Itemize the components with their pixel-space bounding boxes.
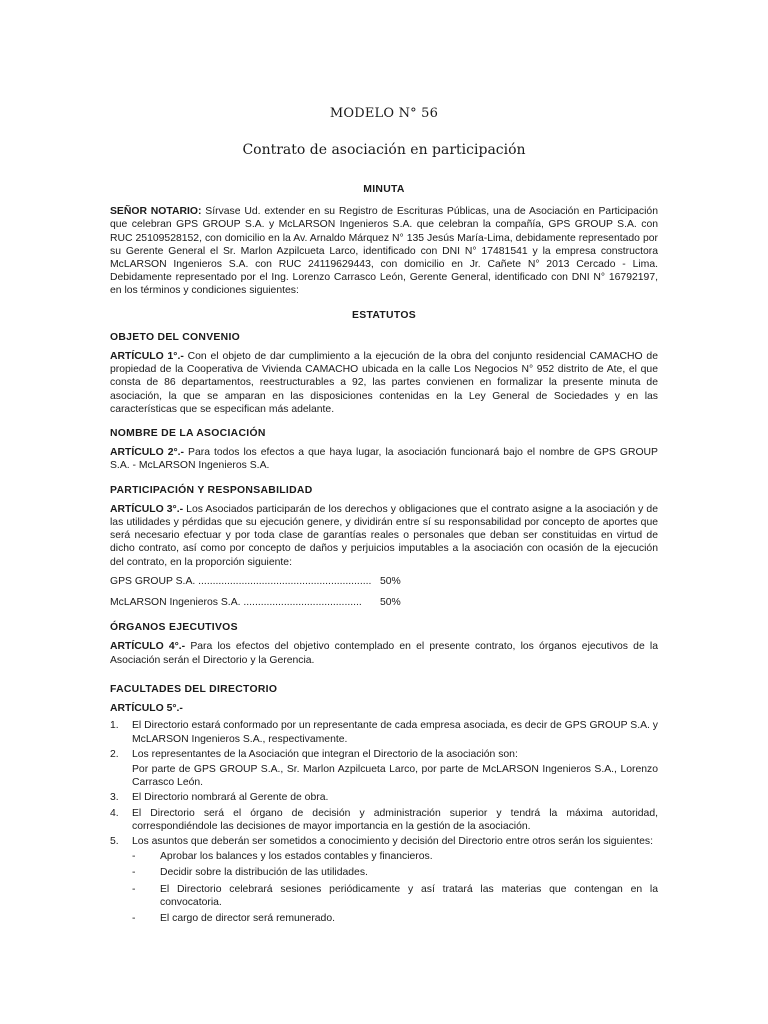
list-item-number: 4.: [110, 807, 119, 819]
section-heading-objeto: OBJETO DEL CONVENIO: [110, 331, 241, 343]
article-1: [110, 350, 658, 416]
bullet-mark: -: [132, 912, 136, 924]
article-2: [110, 446, 658, 472]
list-item: [110, 835, 658, 848]
list-item: [110, 791, 658, 804]
share-percent: 50%: [380, 597, 401, 609]
list-item: [110, 807, 658, 833]
article-3-lead: ARTÍCULO 3°.-: [110, 503, 184, 515]
document-body: [110, 183, 658, 928]
bullet-item: [132, 883, 658, 909]
share-row: [110, 596, 658, 609]
bullet-mark: -: [132, 867, 136, 879]
article-3-text: Los Asociados participarán de los derechos y obligaciones que el contrato asigne a la asociación y de las utilidades y pérdidas que su ejecución genere, y dividirán entre sí su responsabilidad por concepto de aportes que será necesario efectuar y por toda clase de garantías reales o personales que deban ser constituidas en virtud de dicho contrato, así como por concepto de daños y perjuicios imputables a la asociación con ocasión de la ejecución del contrato, en la proporción siguiente:: [110, 503, 658, 568]
minuta-paragraph: [110, 205, 658, 297]
list-item-text: Los asuntos que deberán ser sometidos a conocimiento y decisión del Directorio entre otros serán los siguientes:: [132, 835, 653, 847]
share-name: McLARSON Ingenieros S.A. .........................................: [110, 597, 362, 609]
section-heading-participacion: PARTICIPACIÓN Y RESPONSABILIDAD: [110, 484, 313, 496]
article-5-list: [110, 719, 658, 925]
list-item-text: El Directorio nombrará al Gerente de obra.: [132, 792, 329, 804]
list-item-number: 3.: [110, 792, 119, 804]
article-1-lead: ARTÍCULO 1°.-: [110, 351, 184, 363]
list-item-subtext: Por parte de GPS GROUP S.A., Sr. Marlon Azpilcueta Larco, por parte de McLARSON Ingenieros S.A., Lorenzo Carrasco León.: [132, 763, 658, 789]
bullet-text: El Directorio celebrará sesiones periódicamente y así tratará las materias que contengan en la convocatoria.: [160, 883, 658, 908]
bullet-text: Decidir sobre la distribución de las utilidades.: [160, 867, 368, 879]
bullet-list: [132, 850, 658, 925]
bullet-mark: -: [132, 883, 136, 895]
bullet-text: El cargo de director será remunerado.: [160, 912, 335, 924]
section-heading-facultades: FACULTADES DEL DIRECTORIO: [110, 683, 278, 695]
estatutos-heading: ESTATUTOS: [352, 309, 416, 321]
share-percent: 50%: [380, 575, 401, 587]
share-row: [110, 575, 658, 588]
minuta-heading: MINUTA: [363, 184, 405, 195]
article-2-text: Para todos los efectos a que haya lugar, la asociación funcionará bajo el nombre de GPS GROUP S.A. - McLARSON Ingenieros S.A.: [110, 447, 658, 472]
list-item-number: 5.: [110, 835, 119, 847]
list-item-text: El Directorio estará conformado por un representante de cada empresa asociada, es decir de GPS GROUP S.A. y McLARSON Ingenieros S.A., respectivamente.: [132, 720, 658, 745]
bullet-text: Aprobar los balances y los estados contables y financieros.: [160, 851, 433, 863]
article-4-lead: ARTÍCULO 4°.-: [110, 641, 186, 653]
list-item-number: 1.: [110, 720, 119, 732]
model-number-title: MODELO N° 56: [329, 106, 439, 121]
article-5-lead: ARTÍCULO 5°.-: [110, 703, 183, 715]
bullet-item: [132, 866, 658, 879]
list-item-text: El Directorio será el órgano de decisión y administración superior y tendrá la máxima autoridad, correspondiéndole las decisiones de mayor importancia en la gestión de la asociación.: [132, 807, 658, 832]
bullet-item: [132, 850, 658, 863]
list-item-number: 2.: [110, 748, 119, 760]
list-item-text: Los representantes de la Asociación que integran el Directorio de la asociación son:: [132, 748, 518, 760]
minuta-lead: SEÑOR NOTARIO:: [110, 206, 202, 218]
share-name: GPS GROUP S.A. ............................................................: [110, 575, 372, 587]
section-heading-nombre: NOMBRE DE LA ASOCIACIÓN: [110, 428, 266, 440]
section-heading-organos: ÓRGANOS EJECUTIVOS: [110, 622, 238, 634]
article-1-text: Con el objeto de dar cumplimiento a la ejecución de la obra del conjunto residencial CAMACHO de propiedad de la Cooperativa de Vivienda CAMACHO ubicada en la calle Los Negocios N° 952 distrito de Ate, el que consta de 86 departamentos, reestructurables a 92, las partes convienen en formalizar la presente minuta de asociación, la que se amparan en las disposiciones contenidas en la Ley General de Sociedades y en las características que se especifican más adelante.: [110, 351, 658, 415]
list-item: [110, 748, 658, 761]
bullet-mark: -: [132, 851, 136, 863]
article-2-lead: ARTÍCULO 2°.-: [110, 447, 184, 459]
list-item: [110, 719, 658, 745]
article-4-text: Para los efectos del objetivo contemplado en el presente contrato, los órganos ejecutivos de la Asociación serán el Directorio y la Gerencia.: [110, 641, 659, 666]
contract-title: Contrato de asociación en participación: [242, 142, 526, 158]
article-4: [110, 640, 658, 666]
article-3: [110, 503, 658, 569]
minuta-text: Sírvase Ud. extender en su Registro de Escrituras Públicas, una de Asociación en Participación que celebran GPS GROUP S.A. y McLARSON Ingenieros S.A. que celebran la compañía, GPS GROUP S.A. con RUC 25109528152, con domicilio en la Av. Arnaldo Márquez N° 135 Jesús María-Lima, debidamente representado por su Gerente General el Sr. Marlon Azpilcueta Larco, identificado con DNI N° 17481541 y la empresa constructora McLARSON Ingenieros S.A. con RUC 24119629443, con domicilio en Jr. Cañete N° 2013 Cercado - Lima. Debidamente representado por el Ing. Lorenzo Carrasco León, Gerente General, identificado con DNI N° 16792197, en los términos y condiciones siguientes:: [110, 206, 658, 297]
bullet-item: [132, 912, 658, 925]
